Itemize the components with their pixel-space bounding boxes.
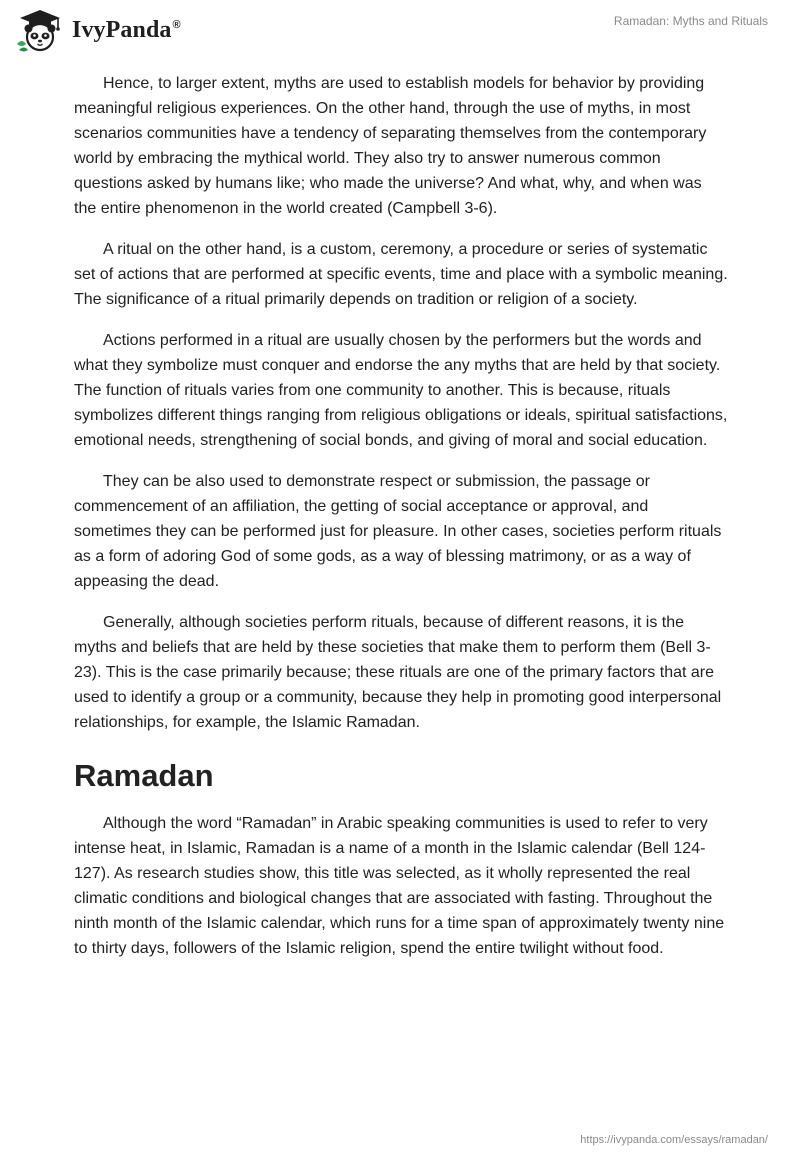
document-title: Ramadan: Myths and Rituals [613,14,768,28]
source-url-link[interactable]: https://ivypanda.com/essays/ramadan/ [580,1134,768,1146]
registered-mark: ® [172,19,181,31]
paragraph: A ritual on the other hand, is a custom, ceremony, a procedure or series of systematic set of actions that are performed at specific events, time and place with a symbolic meaning. The significance of a ritual primarily depends on tradition or religion of a society. [74,241,728,308]
paragraph: Generally, although societies perform rituals, because of different reasons, it is the myths and beliefs that are held by these societies that make them to perform them (Bell 3-23). This is the case primarily because; these rituals are one of the primary factors that are used to identify a group or a community, because they help in promoting good interpersonal relationships, for example, the Islamic Ramadan. [74,614,722,731]
section-heading-ramadan: Ramadan [74,758,214,793]
essay-body [74,71,728,977]
logo-wordmark [72,18,181,42]
ivypanda-logo[interactable] [14,8,181,52]
logo-text: IvyPanda [72,17,172,43]
paragraph: Although the word “Ramadan” in Arabic speaking communities is used to refer to very intense heat, in Islamic, Ramadan is a name of a month in the Islamic calendar (Bell 124-127). As research studies show, this title was selected, as it wholly represented the real climatic conditions and biological changes that are associated with fasting. Throughout the ninth month of the Islamic calendar, which runs for a time span of approximately twenty nine to thirty days, followers of the Islamic religion, spend the entire twilight without food. [74,815,725,957]
panda-graduate-icon [14,8,66,52]
page-header [0,0,800,60]
paragraph: They can be also used to demonstrate respect or submission, the passage or commencement of an affiliation, the getting of social acceptance or approval, and sometimes they can be performed just for pleasure. In other cases, societies perform rituals as a form of adoring God of some gods, as a way of blessing matrimony, or as a way of appeasing the dead. [74,473,722,590]
paragraph: Hence, to larger extent, myths are used to establish models for behavior by providing meaningful religious experiences. On the other hand, through the use of myths, in most scenarios communities have a tendency of separating themselves from the contemporary world by embracing the mythical world. They also try to answer numerous common questions asked by humans like; who made the universe? And what, why, and when was the entire phenomenon in the world created (Campbell 3-6). [74,75,707,217]
paragraph: Actions performed in a ritual are usually chosen by the performers but the words and what they symbolize must conquer and endorse the any myths that are held by that society. The function of rituals varies from one community to another. This is because, rituals symbolizes different things ranging from religious obligations or ideals, spiritual satisfactions, emotional needs, strengthening of social bonds, and giving of moral and social education. [74,332,728,449]
